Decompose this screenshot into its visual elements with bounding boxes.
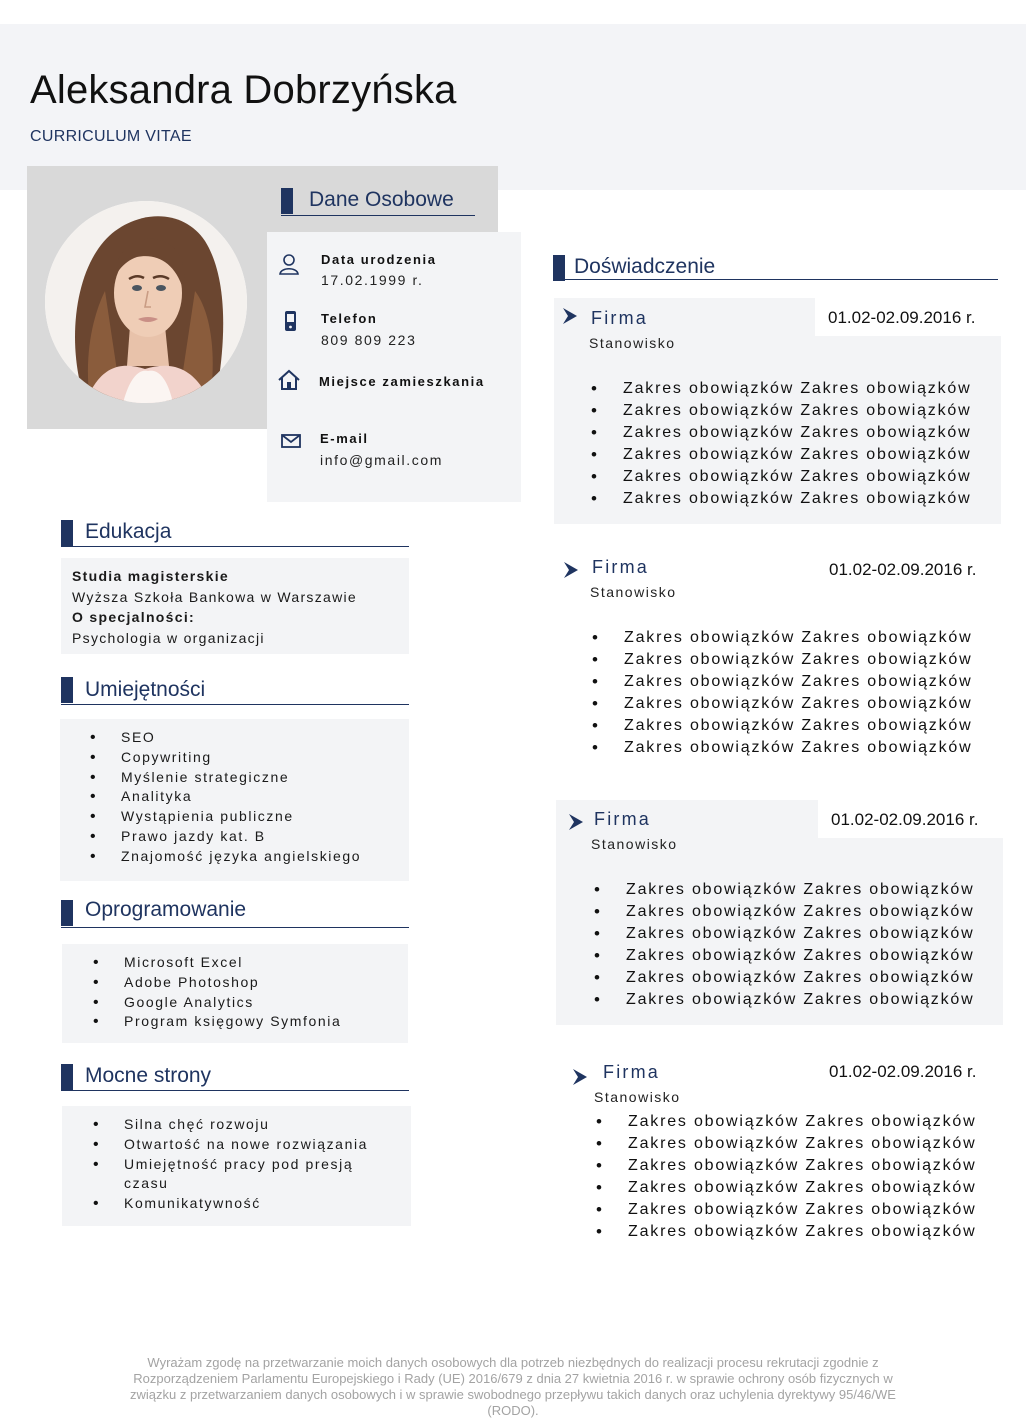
list-item: • SEO — [90, 728, 361, 748]
education-spec: Psychologia w organizacji — [72, 630, 265, 646]
phone-icon — [279, 310, 301, 332]
software-title: Oprogramowanie — [85, 898, 247, 921]
skills-list — [90, 728, 361, 867]
list-item: • Zakres obowiązków Zakres obowiązków — [596, 1199, 976, 1221]
birthdate-value: 17.02.1999 r. — [321, 272, 424, 288]
list-item: • Silna chęć rozwoju — [93, 1115, 393, 1135]
person-icon — [278, 253, 300, 275]
list-item: • Zakres obowiązków Zakres obowiązków — [592, 715, 972, 737]
list-item: • Zakres obowiązków Zakres obowiązków — [596, 1133, 976, 1155]
email-value: info@gmail.com — [320, 452, 443, 468]
job-date: 01.02-02.09.2016 r. — [816, 1052, 1002, 1090]
list-item: • Wystąpienia publiczne — [90, 807, 361, 827]
list-item: • Otwartość na nowe rozwiązania — [93, 1135, 393, 1155]
list-item: • Zakres obowiązków Zakres obowiązków — [596, 1111, 976, 1133]
job-position: Stanowisko — [591, 836, 678, 852]
chevron-right-icon — [571, 1068, 589, 1086]
list-item: • Zakres obowiązków Zakres obowiązków — [591, 378, 971, 400]
chevron-right-icon — [567, 813, 585, 831]
job-firm: Firma — [592, 557, 649, 577]
education-degree: Studia magisterskie — [72, 568, 229, 584]
list-item: • Zakres obowiązków Zakres obowiązków — [596, 1221, 976, 1243]
job-firm: Firma — [591, 308, 648, 328]
list-item: • Komunikatywność — [93, 1194, 393, 1214]
list-item: • Zakres obowiązków Zakres obowiązków — [592, 693, 972, 715]
strengths-title: Mocne strony — [85, 1064, 212, 1087]
chevron-right-icon — [562, 561, 580, 579]
section-underline — [61, 546, 409, 547]
portrait-illustration — [45, 201, 247, 403]
section-marker — [61, 677, 73, 703]
section-marker — [61, 900, 73, 926]
list-item: • Prawo jazdy kat. B — [90, 827, 361, 847]
section-marker — [61, 520, 73, 546]
list-item: • Zakres obowiązków Zakres obowiązków — [591, 466, 971, 488]
phone-value: 809 809 223 — [321, 332, 417, 348]
list-item: • Zakres obowiązków Zakres obowiązków — [592, 671, 972, 693]
list-item: • Microsoft Excel — [93, 953, 341, 973]
job-duties-list — [592, 627, 972, 759]
residence-label: Miejsce zamieszkania — [319, 374, 485, 389]
skills-title: Umiejętności — [85, 678, 206, 701]
section-underline — [61, 704, 409, 705]
job-duties-list — [594, 879, 974, 1011]
education-title: Edukacja — [85, 520, 172, 543]
list-item: • Zakres obowiązków Zakres obowiązków — [592, 737, 972, 759]
list-item: • Adobe Photoshop — [93, 973, 341, 993]
candidate-name: Aleksandra Dobrzyńska — [30, 68, 457, 112]
job-duties-list — [596, 1111, 976, 1243]
list-item: • Zakres obowiązków Zakres obowiązków — [596, 1177, 976, 1199]
list-item: • Znajomość języka angielskiego — [90, 847, 361, 867]
list-item: • Zakres obowiązków Zakres obowiązków — [594, 923, 974, 945]
job-position: Stanowisko — [590, 584, 677, 600]
list-item: • Zakres obowiązków Zakres obowiązków — [594, 879, 974, 901]
profile-photo — [45, 201, 247, 403]
education-spec-label: O specjalności: — [72, 609, 195, 625]
list-item: • Zakres obowiązków Zakres obowiązków — [591, 444, 971, 466]
software-list — [93, 953, 341, 1032]
list-item: • Zakres obowiązków Zakres obowiązków — [594, 989, 974, 1011]
chevron-right-icon — [561, 307, 579, 325]
experience-title: Doświadczenie — [574, 255, 716, 278]
list-item: • Zakres obowiązków Zakres obowiązków — [591, 400, 971, 422]
job-position: Stanowisko — [594, 1089, 681, 1105]
section-underline — [61, 927, 409, 928]
list-item: • Zakres obowiązków Zakres obowiązków — [591, 422, 971, 444]
job-firm: Firma — [594, 809, 651, 829]
mail-icon — [280, 430, 302, 452]
personal-section-title: Dane Osobowe — [309, 188, 454, 211]
education-school: Wyższa Szkoła Bankowa w Warszawie — [72, 589, 357, 605]
job-date: 01.02-02.09.2016 r. — [816, 550, 1002, 588]
list-item: • Copywriting — [90, 748, 361, 768]
job-position: Stanowisko — [589, 335, 676, 351]
section-underline — [553, 279, 998, 280]
list-item: • Google Analytics — [93, 993, 341, 1013]
job-date: 01.02-02.09.2016 r. — [815, 298, 1001, 336]
list-item: • Program księgowy Symfonia — [93, 1012, 341, 1032]
phone-label: Telefon — [321, 311, 378, 326]
list-item: • Zakres obowiązków Zakres obowiązków — [594, 901, 974, 923]
home-icon — [278, 369, 300, 391]
job-date: 01.02-02.09.2016 r. — [818, 800, 1003, 838]
job-duties-list — [591, 378, 971, 510]
strengths-list — [93, 1115, 393, 1214]
list-item: • Zakres obowiązków Zakres obowiązków — [594, 967, 974, 989]
list-item: • Zakres obowiązków Zakres obowiązków — [592, 649, 972, 671]
section-marker — [553, 255, 565, 281]
list-item: • Myślenie strategiczne — [90, 768, 361, 788]
gdpr-consent-clause: Wyrażam zgodę na przetwarzanie moich danych osobowych dla potrzeb niezbędnych do realizacji procesu rekrutacji zgodnie z Rozporządzeniem Parlamentu Europejskiego i Rady (UE) 2016/679 z dnia 27 kwietnia 2016 r. w sprawie ochrony osób fizycznych w związku z przetwarzaniem danych osobowych i w sprawie swobodnego przepływu takich danych oraz uchylenia dyrektywy 95/46/WE (RODO). — [130, 1355, 896, 1418]
cv-subtitle: CURRICULUM VITAE — [30, 128, 192, 145]
list-item: • Zakres obowiązków Zakres obowiązków — [596, 1155, 976, 1177]
list-item: • Umiejętność pracy pod presją czasu — [93, 1155, 393, 1195]
section-marker — [61, 1064, 73, 1090]
section-underline — [61, 1090, 409, 1091]
list-item: • Analityka — [90, 787, 361, 807]
birthdate-label: Data urodzenia — [321, 252, 437, 267]
list-item: • Zakres obowiązków Zakres obowiązków — [592, 627, 972, 649]
section-marker — [281, 188, 293, 214]
job-firm: Firma — [603, 1062, 660, 1082]
list-item: • Zakres obowiązków Zakres obowiązków — [591, 488, 971, 510]
list-item: • Zakres obowiązków Zakres obowiązków — [594, 945, 974, 967]
email-label: E-mail — [320, 431, 369, 446]
